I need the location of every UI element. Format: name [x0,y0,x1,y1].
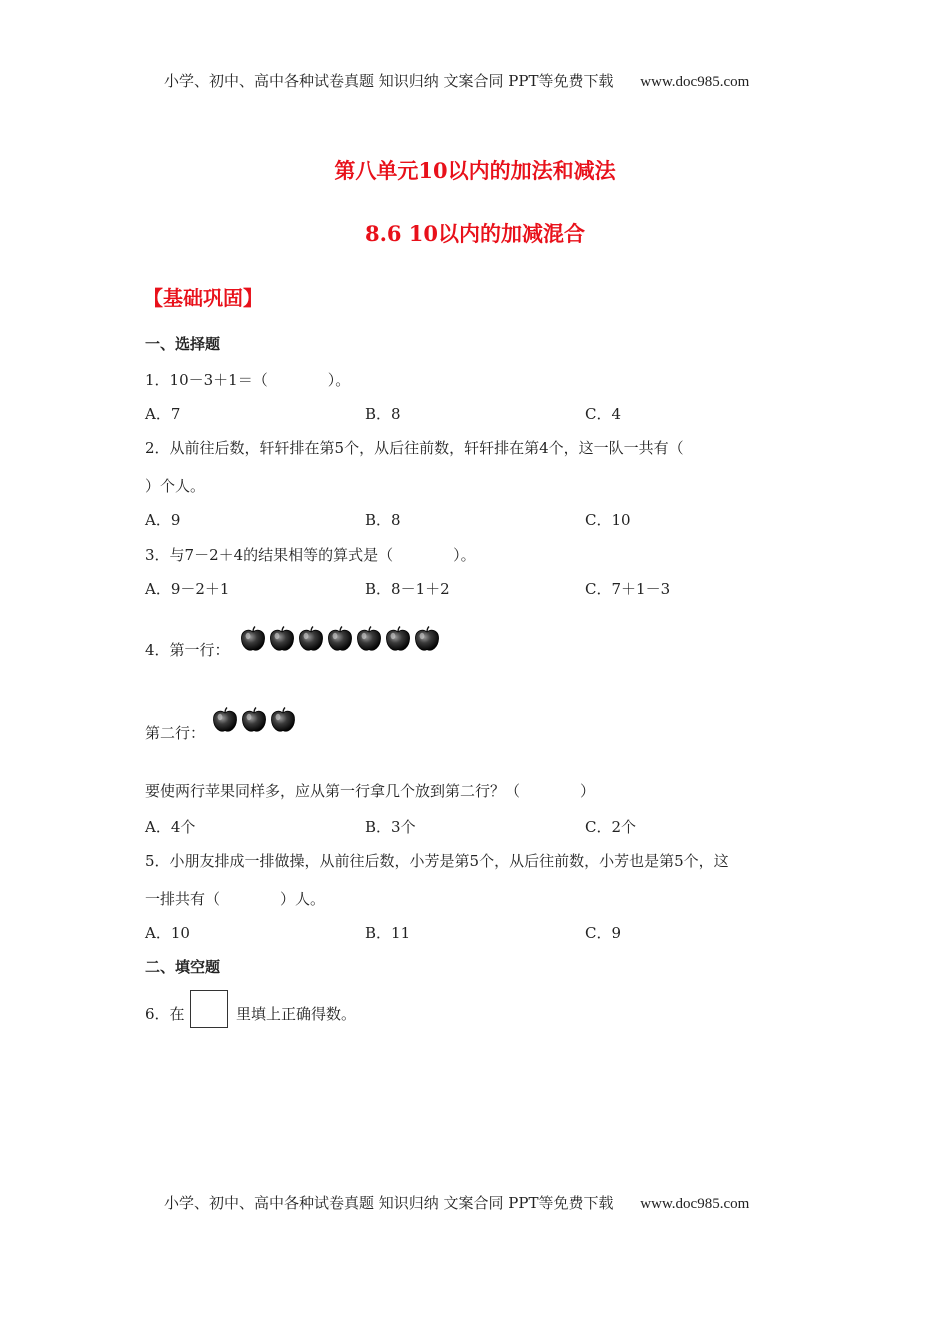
q2-option-c: C．10 [585,511,631,529]
section-tag: 【基础巩固】 [143,286,263,310]
page-header [164,70,749,91]
q3-option-b: B．8－1＋2 [365,580,450,598]
q2-option-a: A．9 [145,511,181,529]
lesson-title: 8.6 10以内的加减混合 [364,221,586,246]
q4-row1-label: 4．第一行： [145,641,230,659]
q5-option-c: C．9 [585,924,622,942]
q3-option-c: C．7＋1－3 [585,580,671,598]
apple-row-2 [211,706,297,734]
apple-icon [413,625,441,653]
header-text: 小学、初中、高中各种试卷真题 知识归纳 文案合同 PPT等免费下载 [164,72,614,90]
apple-icon [355,625,383,653]
footer-text: 小学、初中、高中各种试卷真题 知识归纳 文案合同 PPT等免费下载 [164,1194,614,1212]
apple-icon [384,625,412,653]
q4-question: 要使两行苹果同样多，应从第一行拿几个放到第二行？（ ） [145,782,596,800]
q5-line2: 一排共有（ ）人。 [145,890,326,908]
part1-heading: 一、选择题 [145,335,221,353]
q2-line2: ）个人。 [145,477,206,495]
apple-icon [326,625,354,653]
apple-icon [211,706,239,734]
q2-option-b: B．8 [365,511,401,529]
q5-option-b: B．11 [365,924,411,942]
q4-option-b: B．3个 [365,818,416,836]
q4-row2-label: 第二行： [145,724,206,742]
page-footer [164,1192,749,1213]
q1-stem: 1．10－3＋1＝（ ）。 [145,371,351,389]
q4-option-a: A．4个 [145,818,196,836]
q1-option-c: C．4 [585,405,622,423]
q3-option-a: A．9－2＋1 [145,580,230,598]
footer-site: www.doc985.com [640,1196,750,1212]
q6-before: 6．在 [145,1005,185,1023]
q3-stem: 3．与7－2＋4的结果相等的算式是（ ）。 [145,546,476,564]
answer-box[interactable] [190,990,228,1028]
apple-row-1 [239,625,441,653]
apple-icon [269,706,297,734]
part2-heading: 二、填空题 [145,958,221,976]
q2-line1: 2．从前往后数，轩轩排在第5个，从后往前数，轩轩排在第4个，这一队一共有（ [145,439,684,457]
header-site: www.doc985.com [640,74,750,90]
apple-icon [297,625,325,653]
q5-line1: 5．小朋友排成一排做操，从前往后数，小芳是第5个，从后往前数，小芳也是第5个，这 [145,852,729,870]
q4-option-c: C．2个 [585,818,637,836]
q1-option-a: A．7 [145,405,181,423]
q6-after: 里填上正确得数。 [236,1005,357,1023]
apple-icon [240,706,268,734]
q5-option-a: A．10 [145,924,190,942]
apple-icon [239,625,267,653]
unit-title: 第八单元10以内的加法和减法 [334,158,616,183]
q1-option-b: B．8 [365,405,401,423]
apple-icon [268,625,296,653]
